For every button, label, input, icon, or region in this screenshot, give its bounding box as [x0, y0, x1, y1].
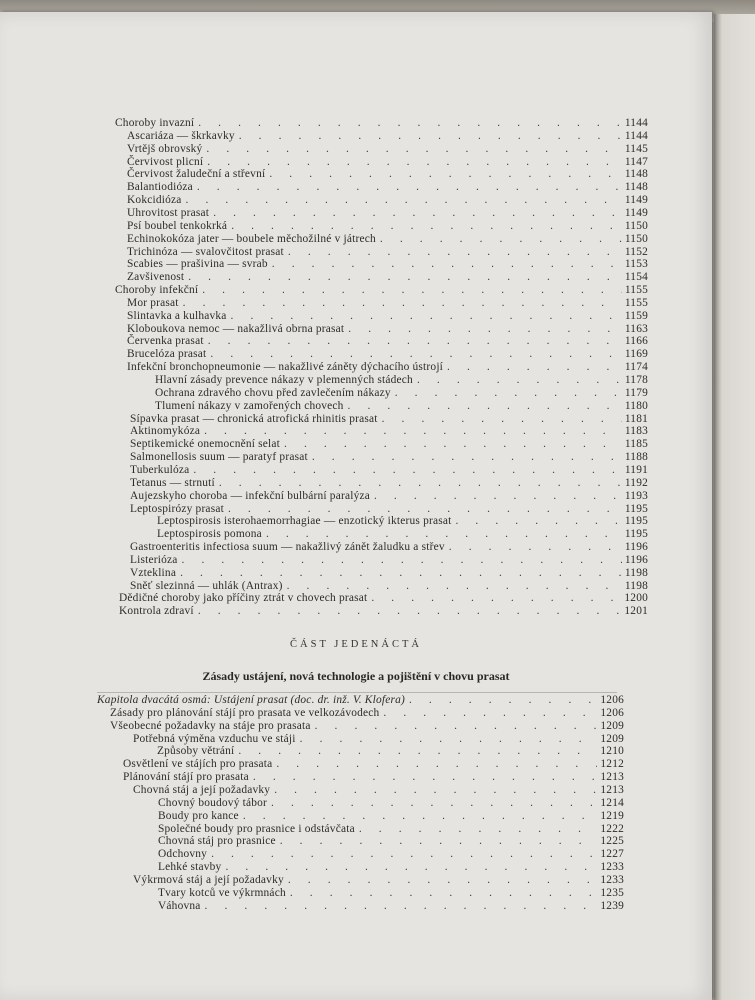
toc-entry-page: 1163	[624, 322, 648, 335]
toc-entry-page: 1155	[624, 296, 648, 309]
toc-entry-title: Ascariáza — škrkavky	[127, 129, 235, 142]
toc-entry-title: Chovný boudový tábor	[158, 796, 268, 809]
toc-entry-page: 1233	[600, 861, 624, 874]
toc-entry-page: 1206	[600, 694, 624, 706]
toc-entry-title: Červivost žaludeční a střevní	[127, 168, 266, 181]
toc-entry-title: Dědičné choroby jako příčiny ztrát v chovech prasat	[119, 592, 368, 605]
toc-entry-title: Gastroenteritis infectiosa suum — nakažlivý zánět žaludku a střev	[130, 541, 445, 554]
toc-entry-title: Tetanus — strnutí	[130, 476, 215, 489]
toc-entry-title: Boudy pro kance	[158, 809, 239, 822]
toc-entry-title: Společné boudy pro prasnice i odstávčata	[158, 822, 355, 835]
toc-entry-page: 1153	[624, 258, 648, 271]
toc-entry-title: Septikemické onemocnění selat	[130, 438, 281, 451]
toc-entry-title: Balantiodióza	[127, 181, 193, 194]
toc-entry-page: 1198	[624, 579, 648, 592]
toc-entry-title: Kapitola dvacátá osmá: Ustájení prasat (doc. dr. inž. V. Klofera)	[97, 694, 405, 706]
toc-entry-title: Leptospirosis pomona	[157, 528, 262, 541]
toc-entry-title: Aktinomykóza	[130, 425, 201, 438]
toc-entry-title: Leptospirózy prasat	[130, 502, 224, 515]
toc-entry-title: Výkrmová stáj a její požadavky	[133, 873, 284, 886]
toc-entry-title: Echinokokóza jater — boubele měchožilné v játrech	[127, 232, 376, 245]
toc-entry-page: 1150	[624, 232, 648, 245]
toc-entry-title: Všeobecné požadavky na stáje pro prasata	[110, 719, 311, 732]
toc-entry-page: 1214	[600, 796, 624, 809]
toc-entry	[158, 899, 624, 913]
toc-entry-page: 1195	[624, 515, 648, 528]
toc-entry-page: 1209	[600, 719, 624, 732]
toc-entry-title: Červenka prasat	[127, 335, 204, 348]
toc-entry-page: 1148	[624, 168, 648, 181]
toc-entry-title: Uhrovitost prasat	[127, 206, 210, 219]
toc-entry-page: 1201	[624, 605, 648, 618]
toc-entry-page: 1149	[624, 194, 648, 207]
toc-entry-page: 1200	[624, 592, 648, 605]
toc-entry-title: Slintavka a kulhavka	[127, 309, 227, 322]
toc-entry-page: 1222	[600, 822, 624, 835]
toc-entry-page: 1196	[624, 541, 648, 554]
toc-entry-title: Tlumení nákazy v zamořených chovech	[155, 399, 344, 412]
toc-entry-title: Zásady pro plánování stájí pro prasata ve velkozávodech	[110, 706, 380, 719]
toc-entry-title: Kloboukova nemoc — nakažlivá obrna prasat	[127, 322, 345, 335]
toc-entry-page: 1181	[624, 412, 648, 425]
toc-entry-page: 1155	[624, 284, 648, 297]
toc-entry-page: 1212	[600, 758, 624, 771]
toc-entry-title: Odchovny	[158, 848, 208, 861]
toc-entry-page: 1227	[600, 848, 624, 861]
toc-entry-page: 1185	[624, 438, 648, 451]
toc-entry-page: 1154	[624, 271, 648, 284]
toc-entry-page: 1166	[624, 335, 648, 348]
toc-entry-title: Osvětlení ve stájích pro prasata	[123, 758, 273, 771]
toc-entry-title: Psí boubel tenkokrká	[127, 219, 228, 232]
toc-entry-title: Způsoby větrání	[157, 745, 235, 758]
toc-entry-title: Aujezskyho choroba — infekční bulbární paralýza	[130, 489, 370, 502]
toc-entry-page: 1174	[624, 361, 648, 374]
toc-entry-page: 1144	[624, 129, 648, 142]
toc-entry-page: 1159	[624, 309, 648, 322]
toc-entry-page: 1195	[624, 528, 648, 541]
dot-leader	[205, 899, 598, 913]
toc-entry-page: 1180	[624, 399, 648, 412]
toc-entry-page: 1148	[624, 181, 648, 194]
toc-entry-title: Sněť slezinná — uhlák (Antrax)	[130, 579, 283, 592]
toc-entry-page: 1188	[624, 451, 648, 464]
book-page	[0, 12, 712, 1000]
toc-entry-title: Vzteklina	[130, 566, 177, 579]
toc-entry-page: 1147	[624, 155, 648, 168]
toc-entry-page: 1183	[624, 425, 648, 438]
toc-entry-page: 1209	[600, 732, 624, 745]
dot-leader	[198, 604, 622, 618]
toc-entry-title: Kokcidióza	[127, 194, 182, 207]
toc-entry-page: 1150	[624, 219, 648, 232]
toc-entry-page: 1235	[600, 886, 624, 899]
part-label: ČÁST JEDENÁCTÁ	[290, 639, 422, 650]
part-title: Zásady ustájení, nová technologie a pojištění v chovu prasat	[202, 669, 510, 683]
toc-entry-page: 1145	[624, 142, 648, 155]
toc-entry-page: 1149	[624, 206, 648, 219]
toc-entry-title: Červivost plicní	[127, 155, 204, 168]
toc-entry-title: Kontrola zdraví	[119, 605, 194, 618]
toc-entry-title: Trichinóza — svalovčitost prasat	[127, 245, 284, 258]
toc-entry-title: Váhovna	[158, 899, 201, 912]
toc-entry-title: Choroby invazní	[115, 117, 195, 129]
toc-entry-title: Hlavní zásady prevence nákazy v plemenných stádech	[155, 374, 413, 386]
toc-entry-page: 1206	[600, 706, 624, 719]
toc-entry-title: Scabies — prašivina — svrab	[127, 258, 268, 271]
toc-entry-title: Leptospirosis isterohaemorrhagiae — enzotický ikterus prasat	[157, 515, 452, 528]
toc-entry-title: Potřebná výměna vzduchu ve stáji	[133, 732, 296, 745]
toc-entry-page: 1196	[624, 553, 648, 566]
toc-entry-title: Choroby infekční	[115, 284, 199, 297]
toc-entry-page: 1179	[624, 386, 648, 399]
toc-entry-title: Zavšivenost	[127, 271, 185, 284]
toc-entry-title: Ochrana zdravého chovu před zavlečením nákazy	[155, 386, 391, 399]
toc-entry-page: 1195	[624, 502, 648, 515]
toc-entry-page: 1219	[600, 809, 624, 822]
toc-entry-page: 1198	[624, 566, 648, 579]
toc-entry-title: Chovná stáj pro prasnice	[158, 835, 276, 848]
toc-entry-title: Infekční bronchopneumonie — nakažlivé záněty dýchacího ústrojí	[127, 361, 444, 374]
toc-entry-title: Plánování stájí pro prasata	[123, 771, 249, 784]
toc-entry-page: 1225	[600, 835, 624, 848]
toc-entry-page: 1152	[624, 245, 648, 258]
toc-entry-title: Tuberkulóza	[130, 463, 190, 476]
toc-entry-title: Sípavka prasat — chronická atrofická rhinitis prasat	[130, 412, 378, 425]
toc-entry-title: Chovná stáj a její požadavky	[133, 783, 271, 796]
toc-entry-page: 1239	[600, 899, 624, 912]
toc-entry-page: 1193	[624, 489, 648, 502]
toc-entry-page: 1169	[624, 348, 648, 361]
facing-page-edge	[714, 14, 755, 1000]
toc-entry-title: Vrtějš obrovský	[127, 142, 203, 155]
toc-entry-page: 1178	[624, 374, 648, 386]
toc-entry-title: Mor prasat	[127, 296, 179, 309]
toc-entry-page: 1144	[624, 117, 648, 129]
toc-entry-page: 1213	[600, 783, 624, 796]
toc-entry	[119, 604, 648, 618]
toc-entry-title: Tvary kotců ve výkrmnách	[158, 886, 286, 899]
toc-entry-page: 1192	[624, 476, 648, 489]
toc-entry-page: 1213	[600, 771, 624, 784]
toc-entry-title: Salmonellosis suum — paratyf prasat	[130, 451, 308, 464]
toc-entry-page: 1191	[624, 463, 648, 476]
toc-entry-title: Lehké stavby	[158, 861, 222, 874]
toc-entry-title: Listerióza	[130, 553, 178, 566]
toc-entry-page: 1210	[600, 745, 624, 758]
toc-entry-page: 1233	[600, 873, 624, 886]
toc-entry-title: Brucelóza prasat	[127, 348, 207, 361]
